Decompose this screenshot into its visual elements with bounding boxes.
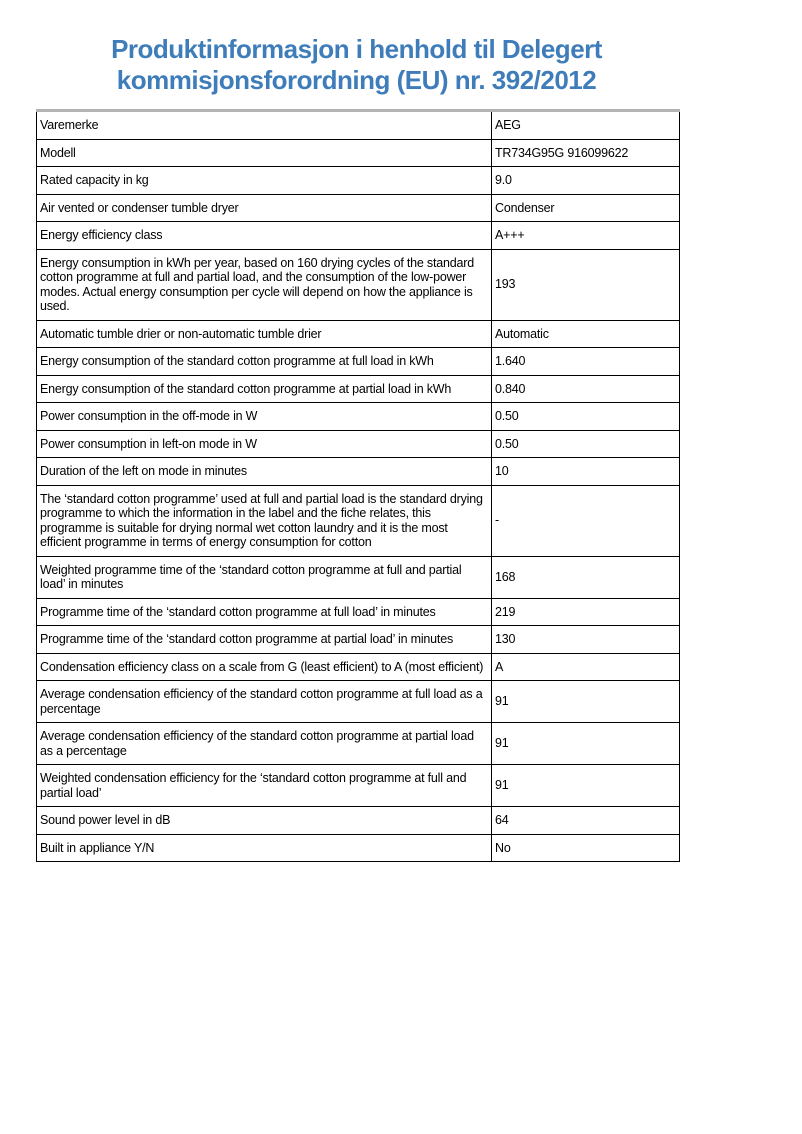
row-label: Average condensation efficiency of the standard cotton programme at full load as a percentage xyxy=(37,681,492,723)
row-label: Condensation efficiency class on a scale from G (least efficient) to A (most efficient) xyxy=(37,653,492,681)
row-value: Condenser xyxy=(492,194,680,222)
table-row xyxy=(37,485,680,556)
row-value: Automatic xyxy=(492,320,680,348)
table-row xyxy=(37,598,680,626)
table-row xyxy=(37,834,680,862)
row-value: - xyxy=(492,485,680,556)
row-value: 0.50 xyxy=(492,403,680,431)
table-row xyxy=(37,375,680,403)
row-value: 9.0 xyxy=(492,167,680,195)
row-label: The ‘standard cotton programme’ used at full and partial load is the standard drying programme to which the information in the label and the fiche relates, this programme is suitable for drying normal wet cotton laundry and it is the most efficient programme in terms of energy consumption for cotton xyxy=(37,485,492,556)
table-row xyxy=(37,556,680,598)
row-label: Energy consumption of the standard cotton programme at full load in kWh xyxy=(37,348,492,376)
table-row xyxy=(37,765,680,807)
table-row xyxy=(37,681,680,723)
row-label: Energy consumption in kWh per year, based on 160 drying cycles of the standard cotton programme at full and partial load, and the consumption of the low-power modes. Actual energy consumption per cycle will depend on how the appliance is used. xyxy=(37,249,492,320)
row-label: Duration of the left on mode in minutes xyxy=(37,458,492,486)
row-value: 130 xyxy=(492,626,680,654)
row-label: Energy efficiency class xyxy=(37,222,492,250)
product-table-body xyxy=(37,111,680,862)
row-value: 1.640 xyxy=(492,348,680,376)
row-label: Programme time of the ‘standard cotton programme at partial load’ in minutes xyxy=(37,626,492,654)
row-label: Weighted condensation efficiency for the ‘standard cotton programme at full and partial load’ xyxy=(37,765,492,807)
row-value: TR734G95G 916099622 xyxy=(492,139,680,167)
row-label: Average condensation efficiency of the standard cotton programme at partial load as a percentage xyxy=(37,723,492,765)
row-label: Power consumption in the off-mode in W xyxy=(37,403,492,431)
row-value: 91 xyxy=(492,765,680,807)
table-row xyxy=(37,653,680,681)
row-value: 0.840 xyxy=(492,375,680,403)
table-row xyxy=(37,222,680,250)
table-row xyxy=(37,194,680,222)
table-row xyxy=(37,807,680,835)
row-value: 193 xyxy=(492,249,680,320)
table-row xyxy=(37,458,680,486)
table-row xyxy=(37,139,680,167)
content-column xyxy=(36,0,677,862)
row-label: Power consumption in left-on mode in W xyxy=(37,430,492,458)
row-value: AEG xyxy=(492,111,680,140)
table-row xyxy=(37,111,680,140)
row-value: 168 xyxy=(492,556,680,598)
row-value: 219 xyxy=(492,598,680,626)
page-title: Produktinformasjon i henhold til Delegert kommisjonsforordning (EU) nr. 392/2012 xyxy=(111,34,602,95)
row-label: Automatic tumble drier or non-automatic tumble drier xyxy=(37,320,492,348)
row-value: 91 xyxy=(492,723,680,765)
table-row xyxy=(37,348,680,376)
row-label: Rated capacity in kg xyxy=(37,167,492,195)
product-info-table xyxy=(36,109,680,862)
table-row xyxy=(37,723,680,765)
table-row xyxy=(37,403,680,431)
row-value: 0.50 xyxy=(492,430,680,458)
row-label: Varemerke xyxy=(37,111,492,140)
row-value: 64 xyxy=(492,807,680,835)
row-label: Energy consumption of the standard cotton programme at partial load in kWh xyxy=(37,375,492,403)
row-label: Built in appliance Y/N xyxy=(37,834,492,862)
row-value: 91 xyxy=(492,681,680,723)
row-value: A+++ xyxy=(492,222,680,250)
table-row xyxy=(37,626,680,654)
table-row xyxy=(37,249,680,320)
row-label: Weighted programme time of the ‘standard cotton programme at full and partial load’ in minutes xyxy=(37,556,492,598)
table-row xyxy=(37,320,680,348)
row-value: No xyxy=(492,834,680,862)
row-label: Air vented or condenser tumble dryer xyxy=(37,194,492,222)
table-row xyxy=(37,430,680,458)
row-label: Sound power level in dB xyxy=(37,807,492,835)
row-label: Modell xyxy=(37,139,492,167)
row-value: A xyxy=(492,653,680,681)
row-value: 10 xyxy=(492,458,680,486)
row-label: Programme time of the ‘standard cotton programme at full load’ in minutes xyxy=(37,598,492,626)
table-row xyxy=(37,167,680,195)
